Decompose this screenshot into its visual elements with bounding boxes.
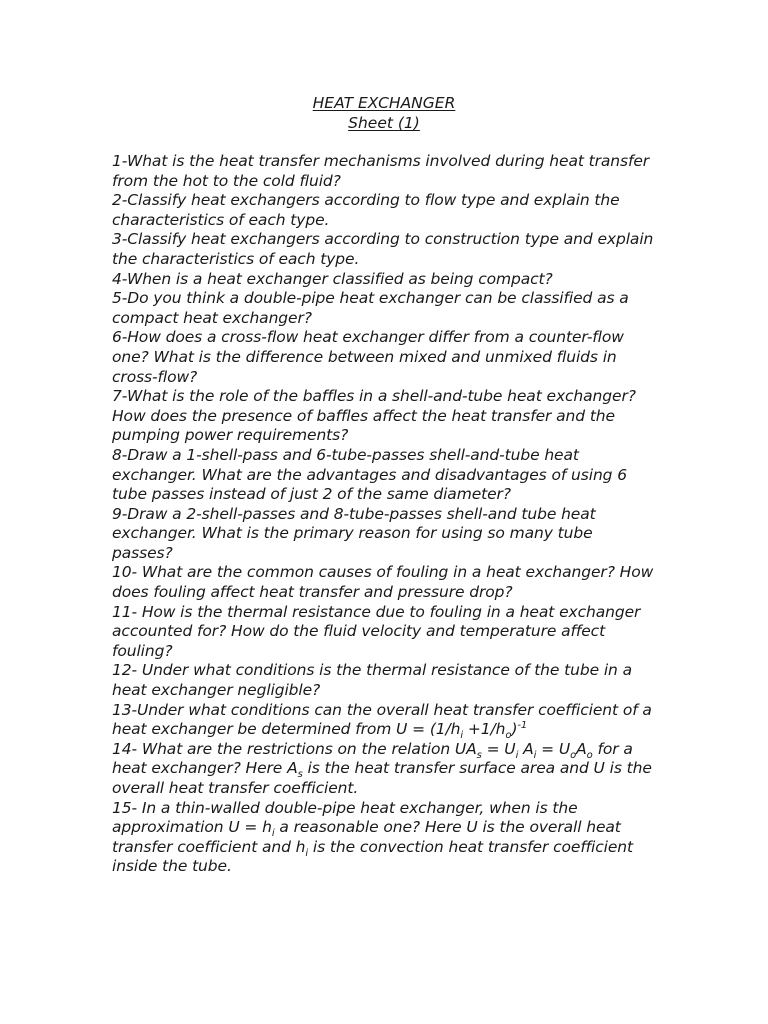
question-item: 4-When is a heat exchanger classified as being compact? <box>112 269 553 288</box>
question-item: 6-How does a cross-flow heat exchanger differ from a counter-flow one? What is the difference between mixed and unmixed fluids in cross-flow? <box>112 328 624 386</box>
q14-sub-o2: o <box>586 749 593 761</box>
question-item: 10- What are the common causes of fouling in a heat exchanger? How does fouling affect heat transfer and pressure drop? <box>112 563 654 602</box>
q14-sub-i2: i <box>533 749 537 761</box>
question-item: 8-Draw a 1-shell-pass and 6-tube-passes shell-and-tube heat exchanger. What are the advantages and disadvantages of using 6 tube passes instead of just 2 of the same diameter? <box>112 445 628 504</box>
q13-exponent: -1 <box>517 720 528 732</box>
q14-sub-i1: i <box>515 749 519 761</box>
question-item: 12- Under what conditions is the thermal resistance of the tube in a heat exchanger negligible? <box>112 661 633 700</box>
q13-mid: +1/h <box>463 720 506 739</box>
q15-sub-i1: i <box>271 828 275 840</box>
q14-part-a: 14- What are the restrictions on the relation UA <box>112 739 477 758</box>
question-item: 5-Do you think a double-pipe heat exchanger can be classified as a compact heat exchanger? <box>112 289 629 327</box>
document-subtitle: Sheet (1) <box>348 114 420 132</box>
question-item-15 <box>112 799 657 877</box>
q15-part-b: a reasonable one? Here U is the overall heat transfer coefficient and h <box>112 818 621 856</box>
q14-part-b: = U <box>481 739 516 758</box>
q15-part-a: 15- In a thin-walled double-pipe heat exchanger, when is the approximation U = h <box>112 798 578 837</box>
question-item-14 <box>112 740 657 799</box>
q14-sub-s2: s <box>297 769 303 781</box>
q13-sub-o: o <box>505 730 512 742</box>
q15-part-c: is the convection heat transfer coefficient inside the tube. <box>112 837 634 876</box>
q13-text: 13-Under what conditions can the overall heat transfer coefficient of a heat exchanger be determined from U = (1/h <box>112 700 652 739</box>
q13-sub-i: i <box>460 730 464 742</box>
q14-part-g: is the heat transfer surface area and U is the overall heat transfer coefficient. <box>112 759 652 797</box>
question-item: 2-Classify heat exchangers according to flow type and explain the characteristics of each type. <box>112 191 620 229</box>
q14-sub-s1: s <box>476 749 482 761</box>
q14-sub-o1: o <box>570 749 577 761</box>
question-item-13 <box>112 701 657 740</box>
document-title: HEAT EXCHANGER <box>312 94 456 112</box>
q14-part-c: A <box>518 739 534 758</box>
q15-sub-i2: i <box>305 847 309 859</box>
question-list <box>112 152 657 877</box>
question-item: 9-Draw a 2-shell-passes and 8-tube-passes shell-and tube heat exchanger. What is the primary reason for using so many tube passes? <box>112 504 596 562</box>
q14-part-d: = U <box>536 739 571 758</box>
q14-part-f: for a heat exchanger? Here A <box>112 739 633 778</box>
question-item: 11- How is the thermal resistance due to fouling in a heat exchanger accounted for? How do the fluid velocity and temperature affect fouling? <box>112 602 641 660</box>
question-item: 1-What is the heat transfer mechanisms involved during heat transfer from the hot to the cold fluid? <box>112 152 650 190</box>
question-item: 3-Classify heat exchangers according to construction type and explain the characteristics of each type. <box>112 230 654 268</box>
q14-part-e: A <box>576 739 587 758</box>
q13-end: ) <box>511 720 518 739</box>
question-item: 7-What is the role of the baffles in a shell-and-tube heat exchanger? How does the presence of baffles affect the heat transfer and the pumping power requirements? <box>112 387 636 445</box>
